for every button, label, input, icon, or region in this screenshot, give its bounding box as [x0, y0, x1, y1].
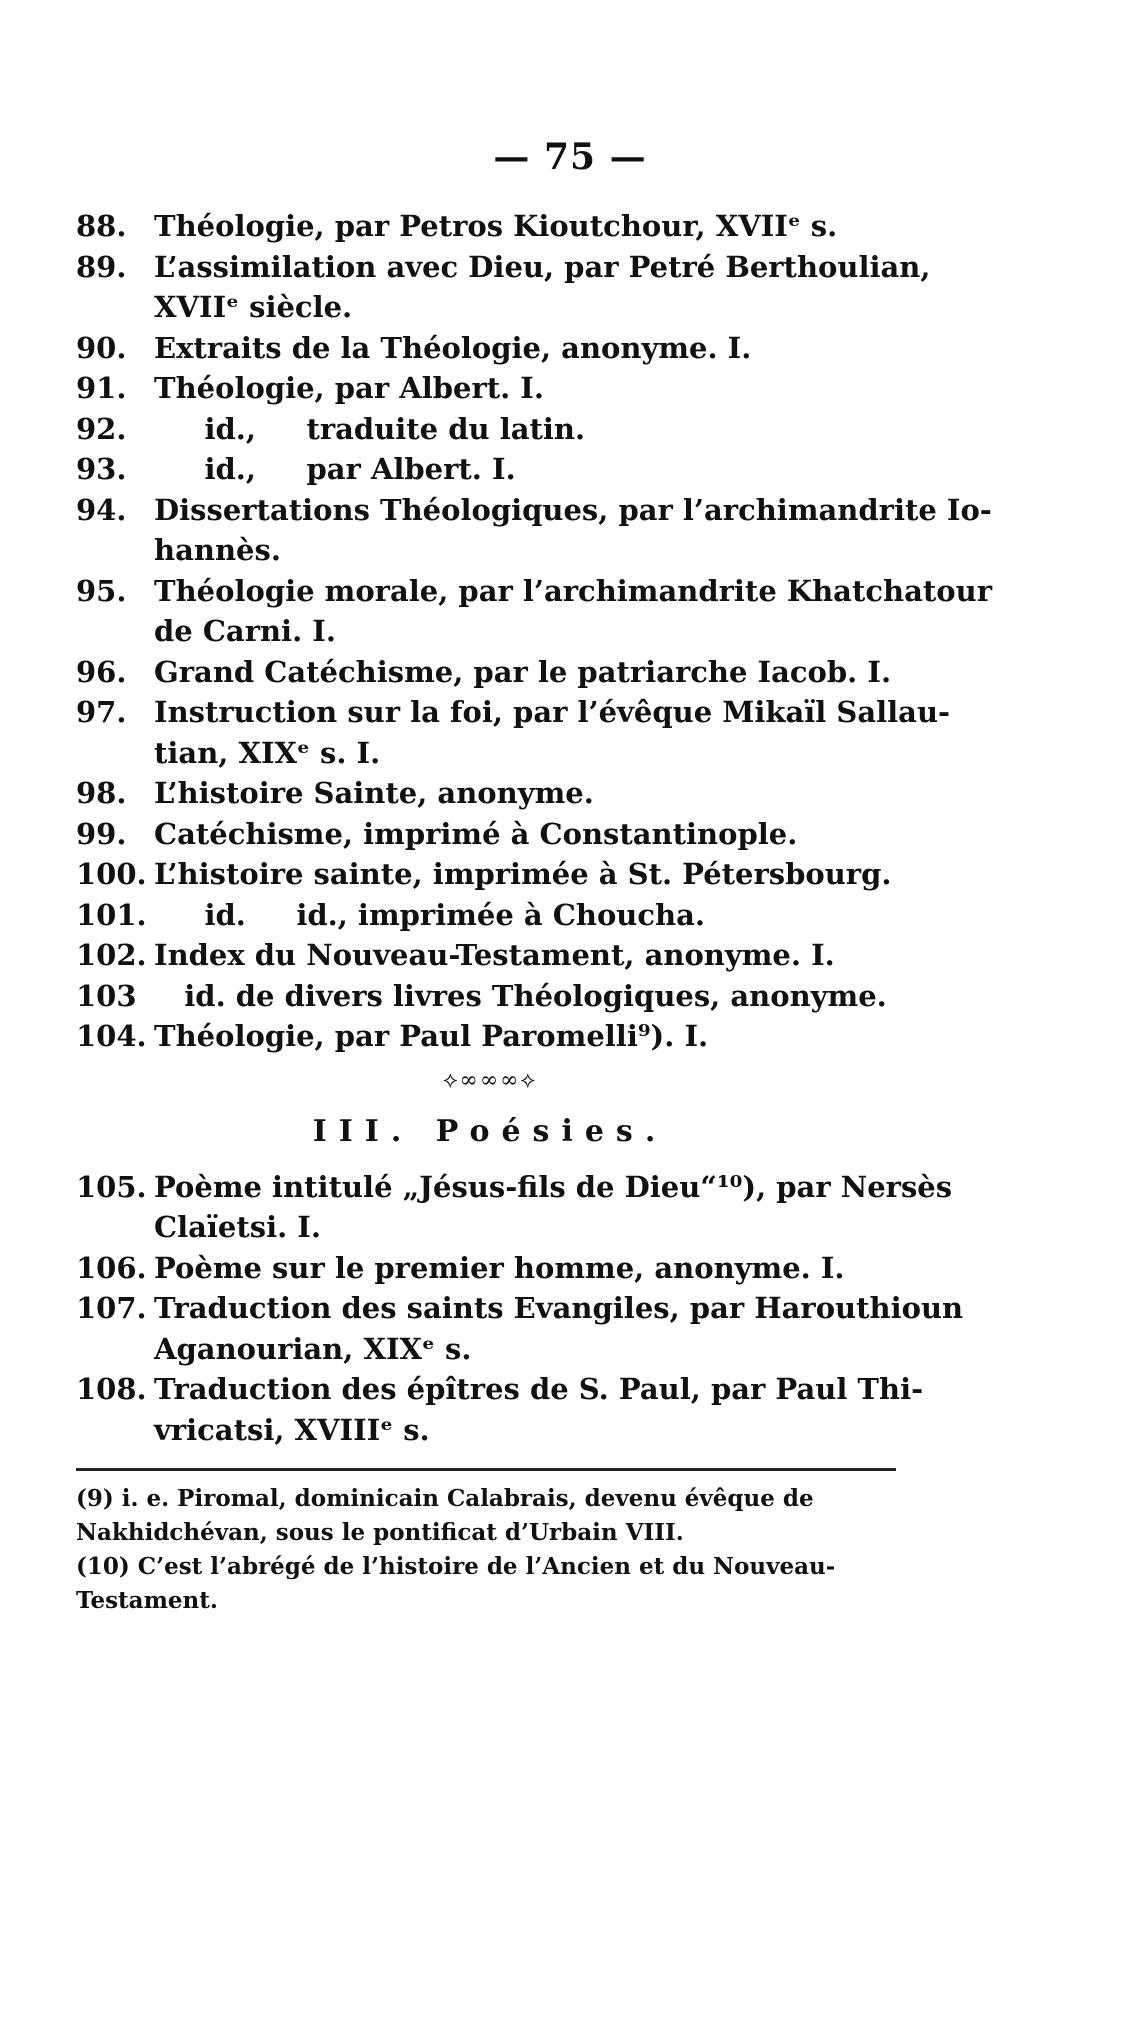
entry-number: 102. [76, 938, 147, 972]
entry-number: 89. [76, 249, 127, 284]
catalogue-entry [70, 1288, 964, 1329]
theology-entries [70, 206, 992, 1057]
entry-text: id. de divers livres Théologiques, anonyme. [154, 978, 887, 1013]
entry-text: Catéchisme, imprimé à Constantinople. [154, 816, 798, 851]
entry-text: Théologie, par Petros Kioutchour, XVIIᵉ s. [154, 209, 838, 243]
catalogue-entry [70, 1016, 910, 1057]
catalogue-entry [70, 368, 910, 409]
poetry-entries [70, 1167, 964, 1451]
catalogue-entry [70, 814, 910, 855]
catalogue-entry [70, 1410, 910, 1451]
entry-text: Théologie, par Paul Paromelli⁹). I. [154, 1019, 709, 1053]
catalogue-entry [70, 773, 910, 814]
entry-text: id. id., imprimée à Choucha. [154, 897, 705, 932]
entry-number: 96. [76, 654, 127, 689]
entry-number: 90. [76, 330, 127, 365]
entry-number: 94. [76, 492, 127, 527]
entry-text: XVIIᵉ siècle. [154, 290, 353, 324]
section-title: III. Poésies. [312, 1113, 668, 1149]
catalogue-entry [70, 854, 910, 895]
entry-text: Théologie, par Albert. I. [154, 371, 544, 405]
section-ornament: ⟡∞∞∞⟡ [442, 1067, 538, 1093]
entry-number: 107. [76, 1291, 147, 1325]
catalogue-entry [70, 449, 910, 490]
entry-text: id., traduite du latin. [154, 411, 586, 446]
footnote-divider [76, 1468, 896, 1471]
entry-text: Traduction des épîtres de S. Paul, par Paul Thi- [154, 1372, 924, 1406]
catalogue-entry [70, 733, 910, 774]
entry-text: Instruction sur la foi, par l’évêque Mikaïl Sallau- [154, 695, 951, 729]
entry-number: 93. [76, 452, 127, 486]
catalogue-entry [70, 328, 910, 369]
catalogue-entry [70, 1329, 910, 1370]
entry-number: 105. [76, 1169, 147, 1204]
entry-number: 91. [76, 371, 127, 405]
catalogue-entry [70, 287, 910, 328]
catalogue-entry [70, 1167, 953, 1208]
entry-text: Poème intitulé „Jésus-fils de Dieu“¹⁰), par Nersès [154, 1169, 953, 1204]
entry-text: L’histoire sainte, imprimée à St. Pétersbourg. [154, 857, 892, 891]
footnote-line: Nakhidchévan, sous le pontificat d’Urbain VIII. [76, 1519, 684, 1546]
catalogue-entry [70, 611, 910, 652]
entry-text: Théologie morale, par l’archimandrite Khatchatour [154, 573, 992, 608]
entry-text: tian, XIXᵉ s. I. [154, 735, 381, 770]
entry-number: 106. [76, 1250, 147, 1285]
entry-number: 95. [76, 573, 127, 608]
entry-text: Traduction des saints Evangiles, par Harouthioun [154, 1291, 964, 1325]
entry-text: vricatsi, XVIIIᵉ s. [154, 1412, 430, 1447]
entry-number: 103 [76, 978, 137, 1013]
catalogue-entry [70, 976, 910, 1017]
entry-number: 88. [76, 209, 127, 243]
footnote-line: (10) C’est l’abrégé de l’histoire de l’Ancien et du Nouveau-Testament. [76, 1553, 836, 1614]
catalogue-entry [70, 1248, 910, 1289]
catalogue-entry [70, 692, 951, 733]
footnotes [76, 1482, 906, 1618]
catalogue-entry [70, 1369, 924, 1410]
catalogue-entry [70, 1207, 910, 1248]
entry-number: 104. [76, 1019, 147, 1053]
entry-text: Index du Nouveau-Testament, anonyme. I. [154, 938, 835, 972]
catalogue-entry [70, 409, 910, 450]
catalogue-entry [70, 530, 910, 571]
entry-number: 100. [76, 857, 147, 891]
entry-number: 98. [76, 776, 127, 810]
entry-number: 99. [76, 816, 127, 851]
entry-text: L’assimilation avec Dieu, par Petré Berthoulian, [154, 249, 931, 284]
catalogue-entry [70, 652, 910, 693]
entry-text: Poème sur le premier homme, anonyme. I. [154, 1250, 845, 1285]
entry-text: Grand Catéchisme, par le patriarche Iacob. I. [154, 654, 892, 689]
entry-number: 108. [76, 1372, 147, 1406]
entry-number: 92. [76, 411, 127, 446]
entry-text: Extraits de la Théologie, anonyme. I. [154, 330, 752, 365]
catalogue-entry [70, 247, 931, 288]
footnote-line: (9) i. e. Piromal, dominicain Calabrais, devenu évêque de [76, 1485, 814, 1512]
page-number: — 75 — [493, 136, 647, 178]
entry-number: 97. [76, 695, 127, 729]
catalogue-entry [70, 935, 910, 976]
entry-text: hannès. [154, 533, 281, 567]
entry-text: de Carni. I. [154, 614, 336, 648]
entry-text: id., par Albert. I. [154, 452, 516, 486]
catalogue-entry [70, 490, 992, 531]
entry-text: Dissertations Théologiques, par l’archimandrite Io- [154, 492, 992, 527]
entry-text: Aganourian, XIXᵉ s. [154, 1331, 472, 1366]
entry-text: L’histoire Sainte, anonyme. [154, 776, 594, 810]
catalogue-entry [70, 571, 992, 612]
catalogue-entry [70, 206, 910, 247]
entry-number: 101. [76, 897, 147, 932]
catalogue-entry [70, 895, 910, 936]
entry-text: Claïetsi. I. [154, 1210, 321, 1244]
catalogue-list [70, 206, 992, 1450]
